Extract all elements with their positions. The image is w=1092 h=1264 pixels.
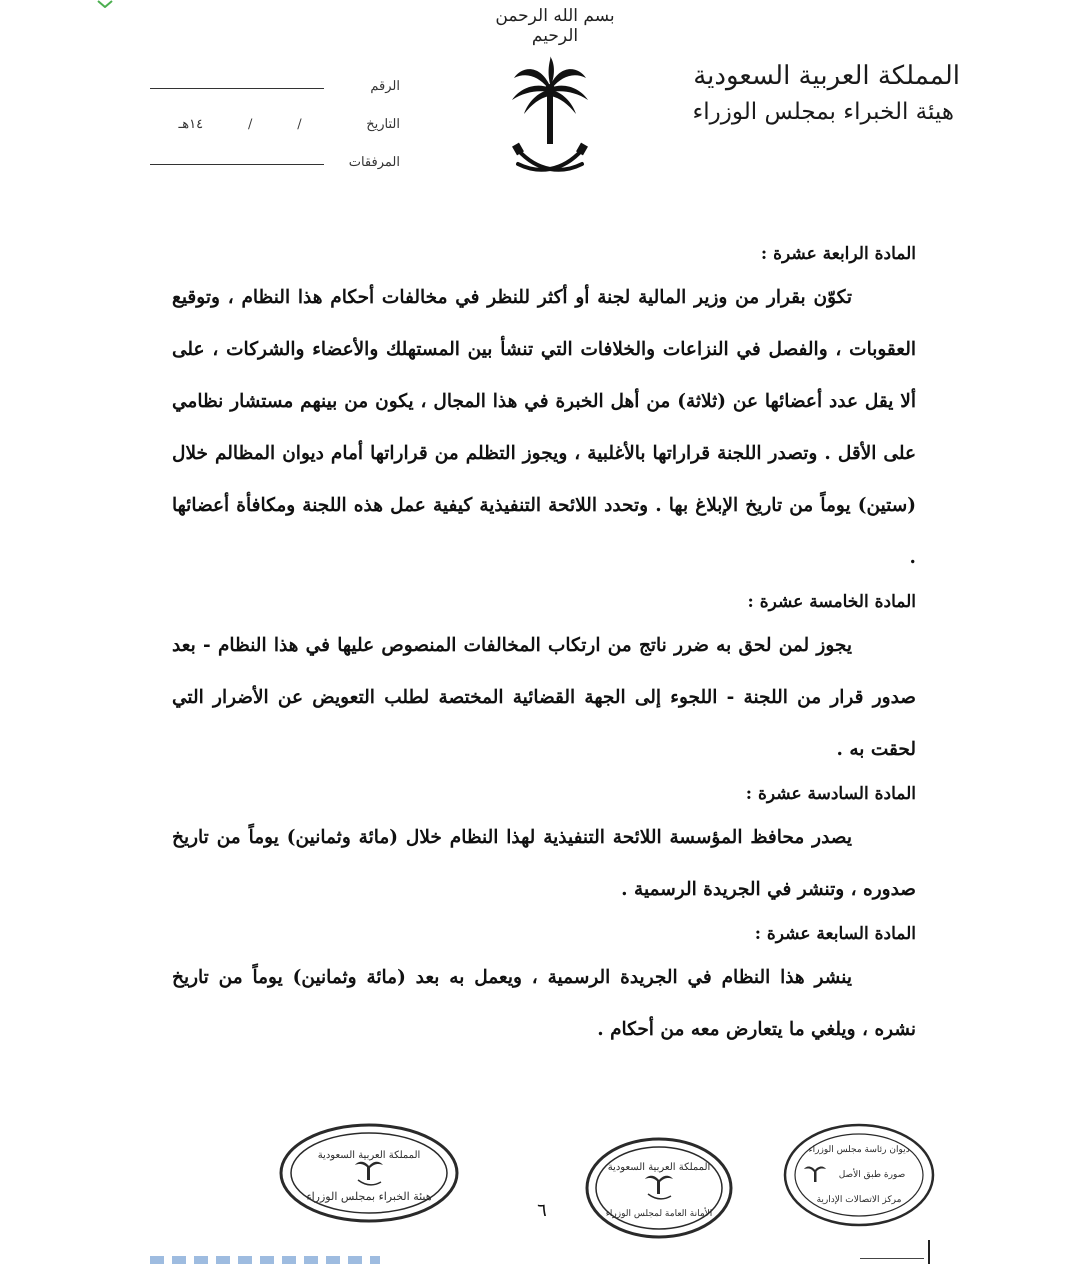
article-heading: المادة السادسة عشرة : (745, 784, 916, 804)
stamp-emblem-icon (355, 1162, 383, 1185)
secretariat-seal-stamp (584, 1136, 734, 1240)
attachments-line (150, 164, 324, 165)
bottom-edge-bracket (928, 1240, 938, 1264)
article-text: يصدر محافظ المؤسسة اللائحة التنفيذية لهذا النظام خلال (مائة وثمانين) يوماً من تاريخ صدوره ، وتنشر في الجريدة الرسمية . (172, 827, 916, 900)
ref-number-row (150, 56, 400, 94)
article-heading: المادة الرابعة عشرة : (760, 244, 916, 264)
page-number: ٦ (537, 1200, 547, 1221)
org-name-bureau: هيئة الخبراء بمجلس الوزراء (692, 99, 954, 125)
date-label: التاريخ (366, 117, 400, 132)
article-15 (172, 584, 916, 776)
stamp-text: مركز الاتصالات الإدارية (816, 1195, 902, 1205)
stamp-text: الأمانة العامة لمجلس الوزراء (605, 1209, 713, 1219)
organization-name (670, 58, 960, 130)
article-17 (172, 916, 916, 1056)
bottom-edge-scan-artifact (150, 1256, 380, 1264)
stamp-emblem-icon (645, 1176, 673, 1199)
bureau-seal-stamp (278, 1122, 460, 1224)
article-text: يجوز لمن لحق به ضرر ناتج من ارتكاب المخالفات المنصوص عليها في هذا النظام - بعد صدور قرار من اللجنة - اللجوء إلى الجهة القضائية المختصة لطلب التعويض عن الأضرار التي لحقت به . (172, 635, 916, 760)
true-copy-stamp (782, 1122, 936, 1228)
date-row (150, 94, 400, 132)
stamp-text: صورة طبق الأصل (838, 1170, 906, 1180)
article-16 (172, 776, 916, 916)
date-fill (150, 117, 330, 132)
org-name-kingdom: المملكة العربية السعودية (693, 61, 960, 91)
article-heading: المادة السابعة عشرة : (754, 924, 916, 944)
corner-mark-icon (96, 0, 114, 8)
stamp-text: المملكة العربية السعودية (607, 1162, 711, 1173)
document-body (172, 236, 916, 1056)
palm-swords-emblem-icon (510, 56, 590, 186)
stamp-text: هيئة الخبراء بمجلس الوزراء (306, 1190, 432, 1203)
attachments-row (150, 132, 400, 170)
date-separator: / (297, 117, 302, 132)
article-heading: المادة الخامسة عشرة : (747, 592, 916, 612)
attachments-label: المرفقات (348, 155, 400, 170)
stamp-emblem-icon (804, 1167, 826, 1183)
article-text: ينشر هذا النظام في الجريدة الرسمية ، ويعمل به بعد (مائة وثمانين) يوماً من تاريخ نشره ، ويلغي ما يتعارض معه من أحكام . (172, 967, 916, 1040)
article-14 (172, 236, 916, 584)
stamp-text: ديوان رئاسة مجلس الوزراء (808, 1145, 910, 1155)
reference-fields (150, 56, 400, 170)
basmala: بسم الله الرحمن الرحيم (495, 6, 615, 46)
bottom-edge-line (860, 1258, 924, 1259)
ref-number-label: الرقم (370, 79, 400, 94)
stamp-text: المملكة العربية السعودية (317, 1150, 421, 1161)
article-text: تكوّن بقرار من وزير المالية لجنة أو أكثر للنظر في مخالفات أحكام هذا النظام ، وتوقيع العقوبات ، والفصل في النزاعات والخلافات التي تنشأ بين المستهلك والأعضاء والشركات ، على ألا يقل عدد أعضائها عن (ثلاثة) من أهل الخبرة في هذا المجال ، يكون من بينهم مستشار نظامي على الأقل . وتصدر اللجنة قراراتها بالأغلبية ، ويجوز التظلم من قراراتها أمام ديوان المظالم خلال (ستين) يوماً من تاريخ الإبلاغ بها . وتحدد اللائحة التنفيذية كيفية عمل هذه اللجنة ومكافأة أعضائها . (172, 287, 916, 568)
date-suffix: ١٤هـ (178, 117, 204, 132)
ref-number-line (150, 88, 324, 89)
date-separator: / (247, 117, 253, 132)
